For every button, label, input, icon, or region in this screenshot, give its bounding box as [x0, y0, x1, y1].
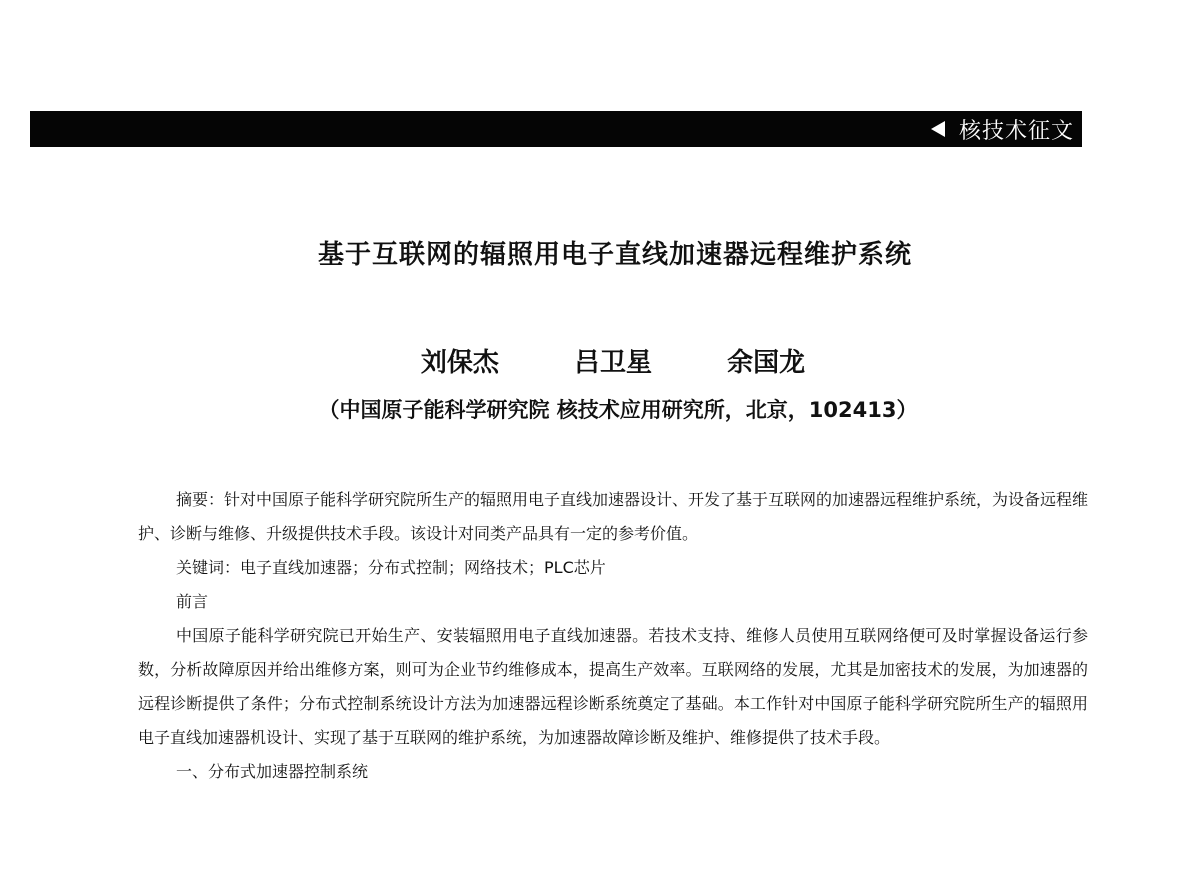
section-tag-label: 核技术征文: [958, 118, 1074, 144]
paper-affiliation: （中国原子能科学研究院 核技术应用研究所，北京，102413）: [318, 398, 918, 422]
section-tag: [931, 111, 1074, 147]
preface-paragraph: 中国原子能科学研究院已开始生产、安装辐照用电子直线加速器。若技术支持、维修人员使用互联网络便可及时掌握设备运行参数，分析故障原因并给出维修方案，则可为企业节约维修成本，提高生产效率。互联网络的发展，尤其是加密技术的发展，为加速器的远程诊断提供了条件；分布式控制系统设计方法为加速器远程诊断系统奠定了基础。本工作针对中国原子能科学研究院所生产的辐照用电子直线加速器机设计、实现了基于互联网的维护系统，为加速器故障诊断及维护、维修提供了技术手段。: [138, 626, 1088, 747]
paper-title: 基于互联网的辐照用电子直线加速器远程维护系统: [317, 240, 912, 270]
triangle-left-icon: [931, 121, 945, 137]
paper-body: [138, 483, 1088, 789]
preface-heading: 前言: [176, 592, 209, 611]
keywords-line: 关键词：电子直线加速器；分布式控制；网络技术；PLC芯片: [176, 558, 606, 577]
paper-authors: 刘保杰 吕卫星 余国龙: [420, 348, 806, 378]
header-bar: [30, 111, 1082, 147]
section-1-heading: 一、分布式加速器控制系统: [176, 762, 369, 781]
abstract-paragraph: 摘要：针对中国原子能科学研究院所生产的辐照用电子直线加速器设计、开发了基于互联网的加速器远程维护系统，为设备远程维护、诊断与维修、升级提供技术手段。该设计对同类产品具有一定的参考价值。: [138, 490, 1089, 543]
